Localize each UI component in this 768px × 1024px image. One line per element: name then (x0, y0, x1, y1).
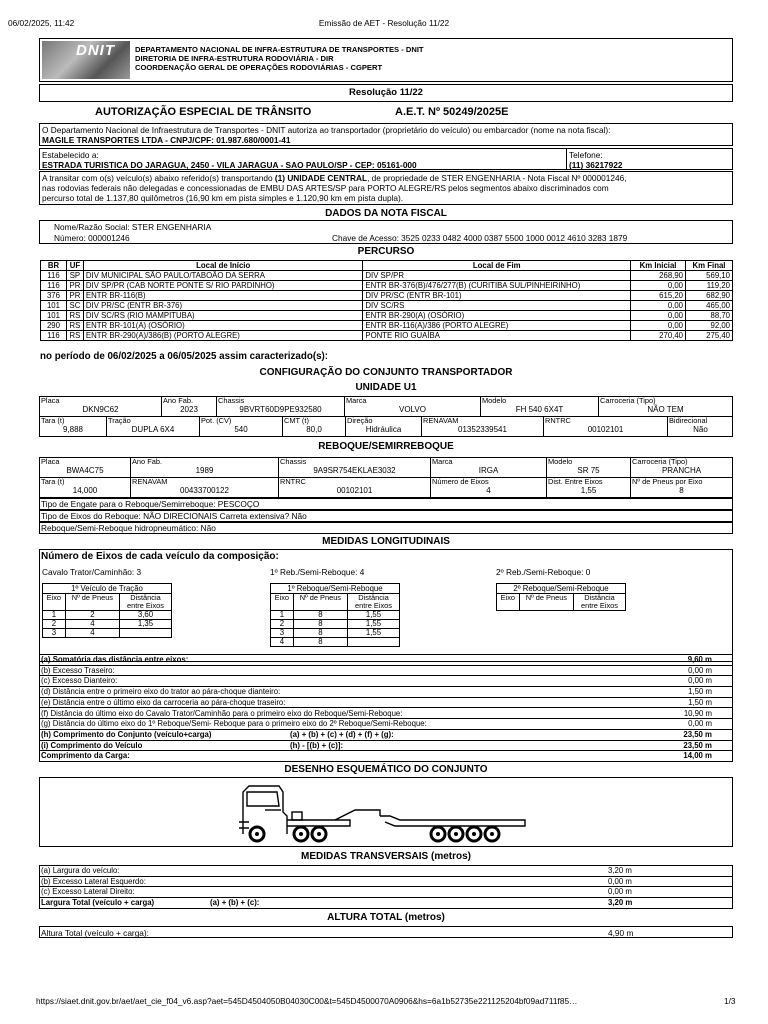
percurso-cell: 569,10 (686, 271, 733, 281)
estab-address: ESTRADA TURISTICA DO JARAGUA, 2450 - VILA JARAGUA - SAO PAULO/SP - CEP: 05161-000 (42, 160, 417, 170)
percurso-cell: DIV SP/PR (363, 271, 631, 281)
measure-label: (h) Comprimento do Conjunto (veículo+carga) (41, 729, 212, 739)
vehicle-field (161, 397, 216, 416)
measure-line (40, 877, 732, 888)
vehicle-field (480, 397, 598, 416)
percurso-cell: 116 (41, 271, 67, 281)
axle-cell: 4 (65, 620, 119, 629)
transv-title: MEDIDAS TRANSVERSAIS (metros) (300, 851, 472, 862)
medidas-title: MEDIDAS LONGITUDINAIS (322, 536, 450, 547)
axle-cell: 1,55 (348, 620, 400, 629)
unidade-title: UNIDADE U1 (355, 382, 417, 393)
measure-label: Largura Total (veículo + carga) (41, 898, 155, 908)
measure-value: 23,50 m (683, 740, 712, 750)
vehicle-field-label: Placa (41, 457, 60, 466)
percurso-table (40, 260, 733, 341)
percurso-row (41, 301, 733, 311)
vehicle-field-value: 9A9SR754EKLAE3032 (313, 466, 396, 475)
intro-text: O Departamento Nacional de Infraestrutura de Transportes - DNIT autoriza ao transportador (proprietário do veículo) ou embarcador (nome na nota fiscal): (42, 125, 611, 135)
print-datetime: 06/02/2025, 11:42 (8, 18, 75, 28)
measure-line (40, 730, 732, 741)
axle-cell: 8 (293, 620, 347, 629)
percurso-cell: 0,00 (631, 301, 686, 311)
vehicle-field-value: 00102101 (587, 425, 624, 434)
vehicle-field-label: Carroceria (Tipo) (632, 457, 688, 466)
nota-chave: Chave de Acesso: 3525 0233 0482 4000 0387 5500 1000 0012 4610 3283 1879 (332, 233, 628, 243)
percurso-header-cell: Local de Fim (363, 261, 631, 271)
axle-cell: 1,55 (348, 629, 400, 638)
print-url: https://siaet.dnit.gov.br/aet/aet_cie_f04_v6.asp?aet=545D4504050B04030C00&t=545D4500070A0906&hs=6a1b52735e221125204bf09ad711f85… (36, 996, 578, 1006)
axle-cell: 4 (271, 638, 294, 647)
percurso-header-row (41, 261, 733, 271)
vehicle-field (630, 458, 732, 477)
dnit-logo (42, 41, 130, 79)
axle-table (42, 583, 172, 638)
measure-line (40, 655, 732, 666)
vehicle-field-value: BWA4C75 (66, 466, 104, 475)
vehicle-field-label: Chassis (280, 457, 307, 466)
altura-title: ALTURA TOTAL (metros) (327, 912, 445, 923)
vehicle-field-value: VOLVO (399, 405, 426, 414)
vehicle-field (40, 397, 161, 416)
measure-label: (c) Excesso Dianteiro: (41, 676, 118, 686)
desenho-title: DESENHO ESQUEMÁTICO DO CONJUNTO (284, 764, 488, 775)
percurso-row (41, 271, 733, 281)
eixos-subtitle: Número de Eixos de cada veículo da composição: (41, 551, 279, 562)
vehicle-field-value: IRGA (478, 466, 499, 475)
transit-line3: percurso total de 1.137,80 quilômetros (16,90 km em pista simples e 1.120,90 km em pista dupla). (42, 193, 404, 203)
vehicle-field-label: Dist. Entre Eixos (548, 477, 603, 486)
vehicle-field (430, 458, 546, 477)
axle-header: Nº de Pneus (65, 594, 119, 611)
percurso-row (41, 281, 733, 291)
vehicle-field-value: NÃO TEM (647, 405, 684, 414)
vehicle-field-value: 14,000 (72, 486, 98, 495)
measure-line (40, 709, 732, 720)
transit-line1: A transitar com o(s) veículo(s) abaixo referido(s) transportando (1) UNIDADE CENTRAL, de propriedade de STER ENGENHARIA - Nota Fiscal Nº 000001246, (42, 173, 627, 183)
vehicle-field-label: CMT (t) (284, 416, 309, 425)
vehicle-field (106, 417, 199, 436)
telefone: (11) 36217922 (569, 160, 623, 170)
vehicle-field-label: Modelo (482, 396, 507, 405)
axle-cell: 2 (43, 620, 66, 629)
percurso-cell: DIV PR/SC (ENTR BR-101) (363, 291, 631, 301)
measure-line (40, 741, 732, 752)
percurso-cell: RS (66, 321, 83, 331)
axle-cell: 1 (271, 611, 294, 620)
transit-box (39, 171, 733, 205)
percurso-cell: PR (66, 281, 83, 291)
resolucao-box (39, 84, 733, 102)
percurso-cell: 101 (41, 311, 67, 321)
percurso-cell: DIV SC/RS (RIO MAMPITUBA) (83, 311, 362, 321)
vehicle-field-value: 9,888 (62, 425, 84, 434)
vehicle-field (667, 417, 733, 436)
percurso-header-cell: UF (66, 261, 83, 271)
vehicle-field (421, 417, 543, 436)
percurso-title: PERCURSO (357, 246, 415, 257)
vehicle-field (40, 458, 130, 477)
aet-number: A.E.T. Nº 50249/2025E (395, 106, 509, 118)
print-page: 1/3 (724, 996, 736, 1006)
percurso-header-cell: Km Final (686, 261, 733, 271)
percurso-cell: 116 (41, 281, 67, 291)
vehicle-field-value: FH 540 6X4T (515, 405, 564, 414)
percurso-cell: 275,40 (686, 331, 733, 341)
axle-table-title: 1º Reboque/Semi-Reboque (271, 584, 400, 594)
percurso-cell: ENTR BR-290(A)/386(B) (PORTO ALEGRE) (83, 331, 362, 341)
intro-box (39, 123, 733, 146)
axle-header: Nº de Pneus (293, 594, 347, 611)
axle-cell: 2 (65, 611, 119, 620)
axle-header: Nº de Pneus (519, 594, 573, 611)
measure-value: 1,50 m (688, 697, 712, 707)
vehicle-field-value: DKN9C62 (82, 405, 119, 414)
desenho-box (39, 777, 733, 847)
percurso-cell: DIV SC/RS (363, 301, 631, 311)
vehicle-field-value: 9BVRT60D9PE932580 (239, 405, 322, 414)
measure-formula: (a) + (b) + (c) + (d) + (f) + (g): (290, 729, 394, 739)
percurso-header-cell: Km Inicial (631, 261, 686, 271)
measure-line (40, 866, 732, 877)
medidas-lines (39, 654, 733, 762)
truck-schematic-icon (235, 782, 535, 844)
vehicle-field (546, 458, 630, 477)
percurso-cell: ENTR BR-101(A) (OSÓRIO) (83, 321, 362, 331)
measure-value: 0,00 m (608, 887, 632, 897)
axle-header: Distância entre Eixos (120, 594, 172, 611)
measure-line (40, 698, 732, 709)
nota-title: DADOS DA NOTA FISCAL (325, 208, 447, 219)
vehicle-field-label: RNTRC (280, 477, 306, 486)
percurso-cell: ENTR BR-116(A)/386 (PORTO ALEGRE) (363, 321, 631, 331)
header-line1: DEPARTAMENTO NACIONAL DE INFRA-ESTRUTURA DE TRANSPORTES - DNIT (135, 45, 424, 54)
axle-row (271, 620, 400, 629)
vehicle-field (598, 397, 732, 416)
vehicle-field-label: Número de Eixos (432, 477, 489, 486)
hidropneumatico: Reboque/Semi-Reboque hidropneumático: Não (39, 522, 733, 534)
estab-label: Estabelecido a: (42, 150, 99, 160)
vehicle-field-label: Tara (t) (41, 416, 65, 425)
measure-formula: (h) - [(b) + (c)]: (290, 740, 344, 750)
percurso-cell: 0,00 (631, 321, 686, 331)
axle-row (43, 611, 172, 620)
percurso-cell: 101 (41, 301, 67, 311)
percurso-row (41, 321, 733, 331)
vehicle-field (130, 478, 278, 497)
measure-line (40, 676, 732, 687)
vehicle-field-value: 540 (234, 425, 248, 434)
percurso-row (41, 311, 733, 321)
vehicle-field (40, 478, 130, 497)
vehicle-field-label: RNTRC (545, 416, 571, 425)
vehicle-field (430, 478, 546, 497)
percurso-cell: 0,00 (631, 311, 686, 321)
measure-line (40, 719, 732, 730)
eixos-table-reboque1 (270, 583, 400, 647)
eixos-table-trator (42, 583, 172, 638)
percurso-row (41, 331, 733, 341)
measure-line (40, 898, 732, 909)
vehicle-field-value: 1,55 (580, 486, 597, 495)
measure-label: (a) Somatória das distância entre eixos: (41, 655, 189, 664)
vehicle-field-label: Marca (432, 457, 453, 466)
measure-label: (d) Distância entre o primeiro eixo do trator ao pára-choque dianteiro: (41, 687, 281, 697)
axle-table-title: 2º Reboque/Semi-Reboque (497, 584, 626, 594)
percurso-cell: 116 (41, 331, 67, 341)
percurso-cell: DIV PR/SC (ENTR BR-376) (83, 301, 362, 311)
vehicle-field (543, 417, 667, 436)
vehicle-field-value: 80,0 (306, 425, 322, 434)
vehicle-field-label: Marca (346, 396, 367, 405)
measure-label: (g) Distância do último eixo do 1º Reboque/Semi- Reboque para o primeiro eixo do 2º Reboque/Semi-Reboque: (41, 719, 427, 729)
unidade-row2 (39, 416, 733, 437)
measure-label: (f) Distância do último eixo do Cavalo Trator/Caminhão para o primeiro eixo do Reboque/Semi-Reboque: (41, 708, 403, 718)
vehicle-field-label: Nº de Pneus por Eixo (632, 477, 703, 486)
measure-label: (e) Distância entre o último eixo da carroceria ao pára-choque traseiro: (41, 697, 286, 707)
vehicle-field (130, 458, 278, 477)
vehicle-field-label: Carroceria (Tipo) (600, 396, 656, 405)
percurso-cell: 290 (41, 321, 67, 331)
vehicle-field-value: 01352339541 (458, 425, 507, 434)
percurso-cell: 615,20 (631, 291, 686, 301)
unidade-row1 (39, 396, 733, 417)
axle-cell: 8 (293, 638, 347, 647)
periodo: no período de 06/02/2025 a 06/05/2025 assim caracterizado(s): (40, 351, 329, 362)
axle-header: Distância entre Eixos (574, 594, 626, 611)
vehicle-field-label: Placa (41, 396, 60, 405)
axle-header: Eixo (271, 594, 294, 611)
vehicle-field-value: SR 75 (577, 466, 600, 475)
measure-value: 0,00 m (688, 719, 712, 729)
vehicle-field (282, 417, 345, 436)
vehicle-field-value: Não (693, 425, 708, 434)
reboque-row2 (39, 477, 733, 498)
vehicle-field (344, 397, 480, 416)
measure-line (40, 887, 732, 898)
vehicle-field (40, 417, 106, 436)
vehicle-field (216, 397, 344, 416)
axle-row (271, 611, 400, 620)
vehicle-field-label: RENAVAM (132, 477, 168, 486)
vehicle-field-value: PRANCHA (661, 466, 702, 475)
header-line3: COORDENAÇÃO GERAL DE OPERAÇÕES RODOVIÁRIAS - CGPERT (135, 63, 383, 72)
percurso-row (41, 291, 733, 301)
vehicle-field (199, 417, 282, 436)
percurso-cell: ENTR BR-290(A) (OSÓRIO) (363, 311, 631, 321)
tipo-eixos: Tipo de Eixos do Reboque: NÃO DIRECIONAIS Carreta extensiva? Não (39, 510, 733, 522)
aet-title: AUTORIZAÇÃO ESPECIAL DE TRÂNSITO (95, 106, 312, 118)
altura-value: 4,90 m (608, 928, 634, 938)
percurso-cell: DIV MUNICIPAL SÃO PAULO/TABOÃO DA SERRA (83, 271, 362, 281)
axle-row (43, 629, 172, 638)
vehicle-field (345, 417, 421, 436)
vehicle-field-value: 8 (679, 486, 684, 495)
company: MAGILE TRANSPORTES LTDA - CNPJ/CPF: 01.987.680/0001-41 (42, 135, 291, 145)
percurso-header-cell: Local de Início (83, 261, 362, 271)
axle-cell: 3 (43, 629, 66, 638)
axle-row (271, 638, 400, 647)
eixos-table-reboque2 (496, 583, 626, 611)
altura-label: Altura Total (veículo + carga): (41, 928, 149, 938)
vehicle-field-value: 00102101 (336, 486, 373, 495)
vehicle-field-label: Bidirecional (669, 416, 708, 425)
measure-value: 0,00 m (608, 876, 632, 886)
measure-label: (b) Excesso Traseiro: (41, 665, 115, 675)
estab-box (39, 148, 733, 170)
vehicle-field-label: Tração (108, 416, 131, 425)
measure-label: (a) Largura do veículo: (41, 866, 120, 875)
axle-header: Eixo (43, 594, 66, 611)
config-title: CONFIGURAÇÃO DO CONJUNTO TRANSPORTADOR (259, 367, 513, 378)
measure-value: 10,90 m (683, 708, 712, 718)
vehicle-field-value: 1989 (195, 466, 214, 475)
measure-line (40, 687, 732, 698)
percurso-cell: 0,00 (631, 281, 686, 291)
resolucao: Resolução 11/22 (349, 87, 423, 98)
nota-numero: Número: 000001246 (54, 233, 130, 243)
percurso-cell: PONTE RIO GUAÍBA (363, 331, 631, 341)
vehicle-field-value: 2023 (180, 405, 198, 414)
axle-header: Eixo (497, 594, 520, 611)
axle-cell: 3 (271, 629, 294, 638)
engate: Tipo de Engate para o Reboque/Semirreboque: PESCOÇO (39, 498, 733, 510)
vehicle-field-value: 00433700122 (180, 486, 229, 495)
nota-box (39, 220, 733, 244)
percurso-cell: SC (66, 301, 83, 311)
nota-razao: Nome/Razão Social: STER ENGENHARIA (54, 222, 212, 232)
axle-cell: 1 (43, 611, 66, 620)
vehicle-field (278, 458, 430, 477)
axle-row (43, 620, 172, 629)
axle-cell: 2 (271, 620, 294, 629)
reb2-eixos: 2º Reb./Semi-Reboque: 0 (496, 567, 591, 577)
header-box (39, 38, 733, 82)
vehicle-field-value: 4 (486, 486, 491, 495)
vehicle-field (630, 478, 732, 497)
percurso-cell: RS (66, 311, 83, 321)
percurso-cell: 270,40 (631, 331, 686, 341)
measure-label: (i) Comprimento do Veículo (41, 740, 143, 750)
axle-cell (120, 629, 172, 638)
measure-value: 0,00 m (688, 665, 712, 675)
reboque-row1 (39, 457, 733, 478)
percurso-header-cell: BR (41, 261, 67, 271)
axle-cell: 4 (65, 629, 119, 638)
axle-cell: 8 (293, 611, 347, 620)
percurso-cell: ENTR BR-116(B) (83, 291, 362, 301)
vehicle-field-value: DUPLA 6X4 (131, 425, 175, 434)
percurso-cell: 376 (41, 291, 67, 301)
measure-line (40, 751, 732, 762)
measure-value: 14,00 m (683, 751, 712, 761)
vehicle-field (546, 478, 630, 497)
percurso-cell: DIV SP/PR (CAB NORTE PONTE S/ RIO PARDINHO) (83, 281, 362, 291)
vehicle-field-value: Hidráulica (365, 425, 402, 434)
axle-cell: 8 (293, 629, 347, 638)
tel-label: Telefone: (569, 150, 603, 160)
measure-line (40, 666, 732, 677)
percurso-cell: PR (66, 291, 83, 301)
cavalo-eixos: Cavalo Trator/Caminhão: 3 (42, 567, 142, 577)
measure-value: 9,60 m (687, 655, 712, 664)
axle-cell: 3,60 (120, 611, 172, 620)
vehicle-field-label: Modelo (548, 457, 573, 466)
measure-label: (c) Excesso Lateral Direito: (41, 887, 135, 897)
axle-table (496, 583, 626, 611)
percurso-cell: 119,20 (686, 281, 733, 291)
percurso-cell: ENTR BR-376(B)/476/277(B) (CURITIBA SUL/PINHEIRINHO) (363, 281, 631, 291)
vehicle-field (278, 478, 430, 497)
eixos-box (39, 549, 733, 662)
measure-formula: (a) + (b) + (c): (210, 898, 260, 908)
axle-table-title: 1º Veículo de Tração (43, 584, 172, 594)
vehicle-field-label: Ano Fab. (163, 396, 193, 405)
axle-header: Distância entre Eixos (348, 594, 400, 611)
logo-text: DNIT (76, 42, 115, 59)
measure-value: 0,00 m (688, 676, 712, 686)
axle-table (270, 583, 400, 647)
percurso-cell: 88,70 (686, 311, 733, 321)
transv-lines (39, 865, 733, 909)
measure-value: 23,50 m (683, 729, 712, 739)
reb1-eixos: 1º Reb./Semi-Reboque: 4 (270, 567, 365, 577)
vehicle-field-label: RENAVAM (423, 416, 459, 425)
transit-line2: nas rodovias federais não delegadas e concessionadas de EMBU DAS ARTES/SP para PORTO ALEGRE/RS pelos segmentos abaixo discriminados com (42, 183, 609, 193)
axle-row (271, 629, 400, 638)
measure-label: (b) Excesso Lateral Esquerdo: (41, 876, 146, 886)
vehicle-field-label: Chassis (218, 396, 245, 405)
vehicle-field-label: Direção (347, 416, 373, 425)
measure-label: Comprimento da Carga: (41, 751, 130, 761)
percurso-cell: RS (66, 331, 83, 341)
vehicle-field-label: Tara (t) (41, 477, 65, 486)
altura-row (39, 926, 733, 938)
measure-value: 3,20 m (608, 866, 632, 875)
percurso-cell: 682,90 (686, 291, 733, 301)
header-line2: DIRETORIA DE INFRA-ESTRUTURA RODOVIÁRIA - DIR (135, 54, 334, 63)
axle-cell: 1,35 (120, 620, 172, 629)
percurso-cell: 465,00 (686, 301, 733, 311)
reboque-title: REBOQUE/SEMIRREBOQUE (318, 441, 454, 452)
print-title: Emissão de AET - Resolução 11/22 (318, 18, 450, 28)
vehicle-field-label: Ano Fab. (132, 457, 162, 466)
axle-cell: 1,55 (348, 611, 400, 620)
percurso-cell: 92,00 (686, 321, 733, 331)
measure-value: 3,20 m (608, 898, 633, 908)
measure-value: 1,50 m (688, 687, 712, 697)
percurso-cell: 268,90 (631, 271, 686, 281)
vehicle-field-label: Pot. (CV) (201, 416, 232, 425)
percurso-cell: SP (66, 271, 83, 281)
axle-cell (348, 638, 400, 647)
